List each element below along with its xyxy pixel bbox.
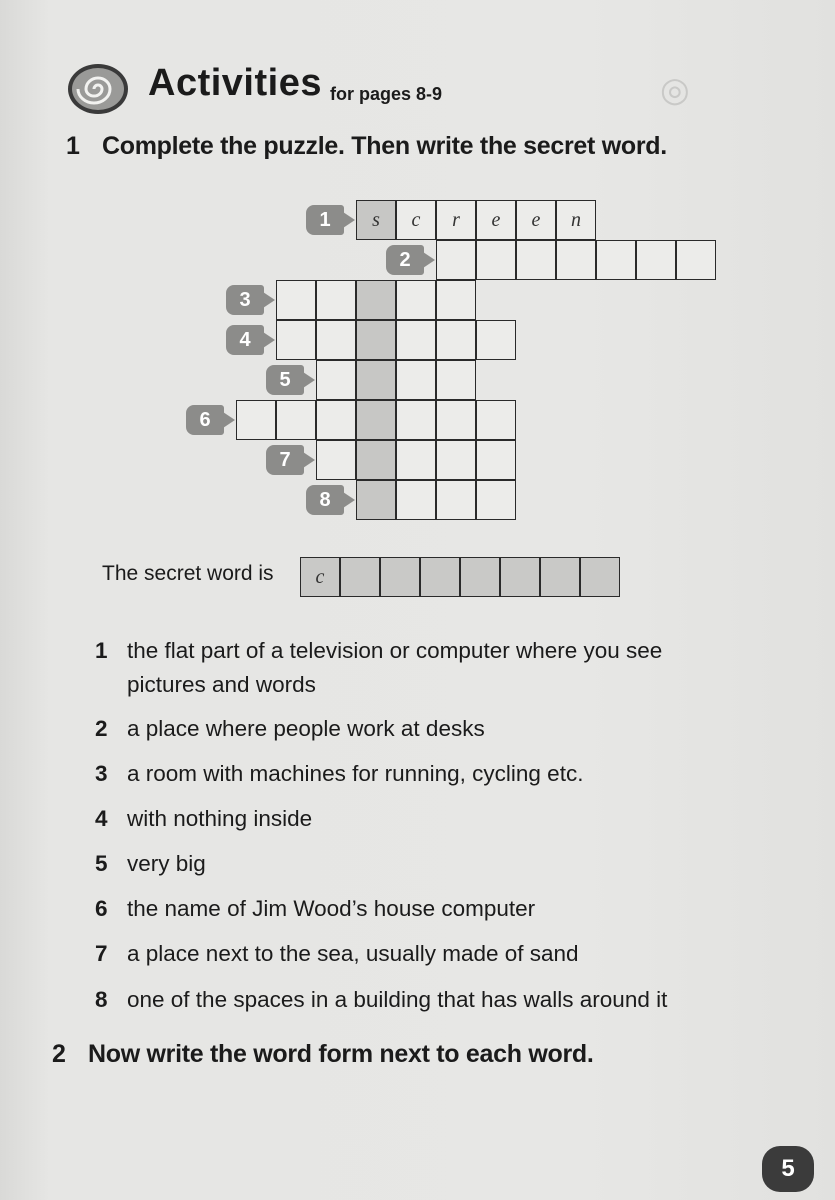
clue-number: 4: [95, 806, 108, 831]
crossword-cell[interactable]: [476, 440, 516, 480]
crossword-cell[interactable]: [436, 240, 476, 280]
secret-word-cell[interactable]: [540, 557, 580, 597]
clue-number: 2: [95, 716, 108, 741]
clue-number: 8: [95, 987, 108, 1012]
clue-item: [95, 892, 735, 926]
clue-text: a place next to the sea, usually made of sand: [127, 941, 579, 966]
clue-number: 3: [95, 761, 108, 786]
crossword-cell[interactable]: [396, 360, 436, 400]
clue-number: 7: [95, 941, 108, 966]
crossword-cell[interactable]: [356, 320, 396, 360]
activity-1-text: Complete the puzzle. Then write the secret word.: [102, 132, 667, 160]
crossword-cell[interactable]: s: [356, 200, 396, 240]
clue-item: [95, 937, 735, 971]
clue-item: [95, 983, 735, 1017]
page-title: Activities: [148, 62, 322, 104]
crossword-cell[interactable]: [516, 240, 556, 280]
secret-word-cell[interactable]: [340, 557, 380, 597]
clue-number: 5: [95, 851, 108, 876]
clue-number-tag-8: 8: [306, 485, 344, 515]
activity-2-instruction: [52, 1040, 594, 1069]
activity-1-number: 1: [66, 132, 80, 160]
secret-word-cell[interactable]: c: [300, 557, 340, 597]
crossword-cell[interactable]: [476, 400, 516, 440]
crossword-cell[interactable]: [316, 360, 356, 400]
crossword-cell[interactable]: [316, 280, 356, 320]
crossword-cell[interactable]: [476, 480, 516, 520]
crossword-cell[interactable]: e: [476, 200, 516, 240]
crossword-cell[interactable]: [316, 400, 356, 440]
clue-item: [95, 802, 735, 836]
crossword-cell[interactable]: [356, 280, 396, 320]
crossword-cell[interactable]: [316, 440, 356, 480]
secret-word-cell[interactable]: [580, 557, 620, 597]
reverse-page-bleed: ◎: [660, 71, 690, 109]
crossword-cell[interactable]: [396, 480, 436, 520]
clue-number: 1: [95, 638, 108, 663]
crossword-cell[interactable]: [436, 280, 476, 320]
crossword-cell[interactable]: [476, 240, 516, 280]
crossword-cell[interactable]: [436, 400, 476, 440]
crossword-cell[interactable]: [236, 400, 276, 440]
crossword-cell[interactable]: [396, 280, 436, 320]
crossword-cell[interactable]: c: [396, 200, 436, 240]
clue-text: the name of Jim Wood’s house computer: [127, 896, 536, 921]
clue-text: one of the spaces in a building that has walls around it: [127, 987, 668, 1012]
activity-2-number: 2: [52, 1040, 66, 1068]
crossword-cell[interactable]: n: [556, 200, 596, 240]
crossword-cell[interactable]: [396, 400, 436, 440]
clue-number-tag-1: 1: [306, 205, 344, 235]
secret-word-label: The secret word is: [102, 562, 274, 585]
clue-item: [95, 847, 735, 881]
clue-number-tag-2: 2: [386, 245, 424, 275]
secret-word-cell[interactable]: [460, 557, 500, 597]
clue-number-tag-3: 3: [226, 285, 264, 315]
crossword-cell[interactable]: [396, 320, 436, 360]
crossword-cell[interactable]: [356, 480, 396, 520]
clue-text: a place where people work at desks: [127, 716, 485, 741]
crossword-cell[interactable]: [436, 360, 476, 400]
clue-item: [95, 634, 735, 702]
clue-text: with nothing inside: [127, 806, 313, 831]
clue-item: [95, 712, 735, 746]
crossword-cell[interactable]: [396, 440, 436, 480]
crossword-cell[interactable]: [356, 400, 396, 440]
crossword-cell[interactable]: [276, 280, 316, 320]
crossword-cell[interactable]: [476, 320, 516, 360]
clue-text: a room with machines for running, cycling etc.: [127, 761, 584, 786]
secret-word-cell[interactable]: [420, 557, 460, 597]
crossword-cell[interactable]: [436, 480, 476, 520]
crossword-cell[interactable]: [436, 440, 476, 480]
crossword-cell[interactable]: [596, 240, 636, 280]
clue-text: the flat part of a television or computer where you see pictures and words: [127, 638, 663, 697]
crossword-cell[interactable]: [636, 240, 676, 280]
page-subtitle: for pages 8-9: [330, 84, 443, 104]
clue-number-tag-7: 7: [266, 445, 304, 475]
page-number-badge: 5: [762, 1146, 814, 1192]
secret-word-cell[interactable]: [500, 557, 540, 597]
clue-number-tag-4: 4: [226, 325, 264, 355]
activity-2-text: Now write the word form next to each word.: [88, 1040, 594, 1068]
clue-number-tag-5: 5: [266, 365, 304, 395]
clue-text: very big: [127, 851, 206, 876]
clue-number: 6: [95, 896, 108, 921]
crossword-cell[interactable]: [316, 320, 356, 360]
crossword-cell[interactable]: [436, 320, 476, 360]
clue-item: [95, 757, 735, 791]
secret-word-cell[interactable]: [380, 557, 420, 597]
crossword-cell[interactable]: [356, 360, 396, 400]
crossword-cell[interactable]: e: [516, 200, 556, 240]
secret-word-boxes: [300, 557, 620, 597]
crossword-cell[interactable]: r: [436, 200, 476, 240]
crossword-cell[interactable]: [676, 240, 716, 280]
clue-number-tag-6: 6: [186, 405, 224, 435]
crossword-cell[interactable]: [276, 320, 316, 360]
crossword-cell[interactable]: [276, 400, 316, 440]
crossword-cell[interactable]: [356, 440, 396, 480]
crossword-cell[interactable]: [556, 240, 596, 280]
